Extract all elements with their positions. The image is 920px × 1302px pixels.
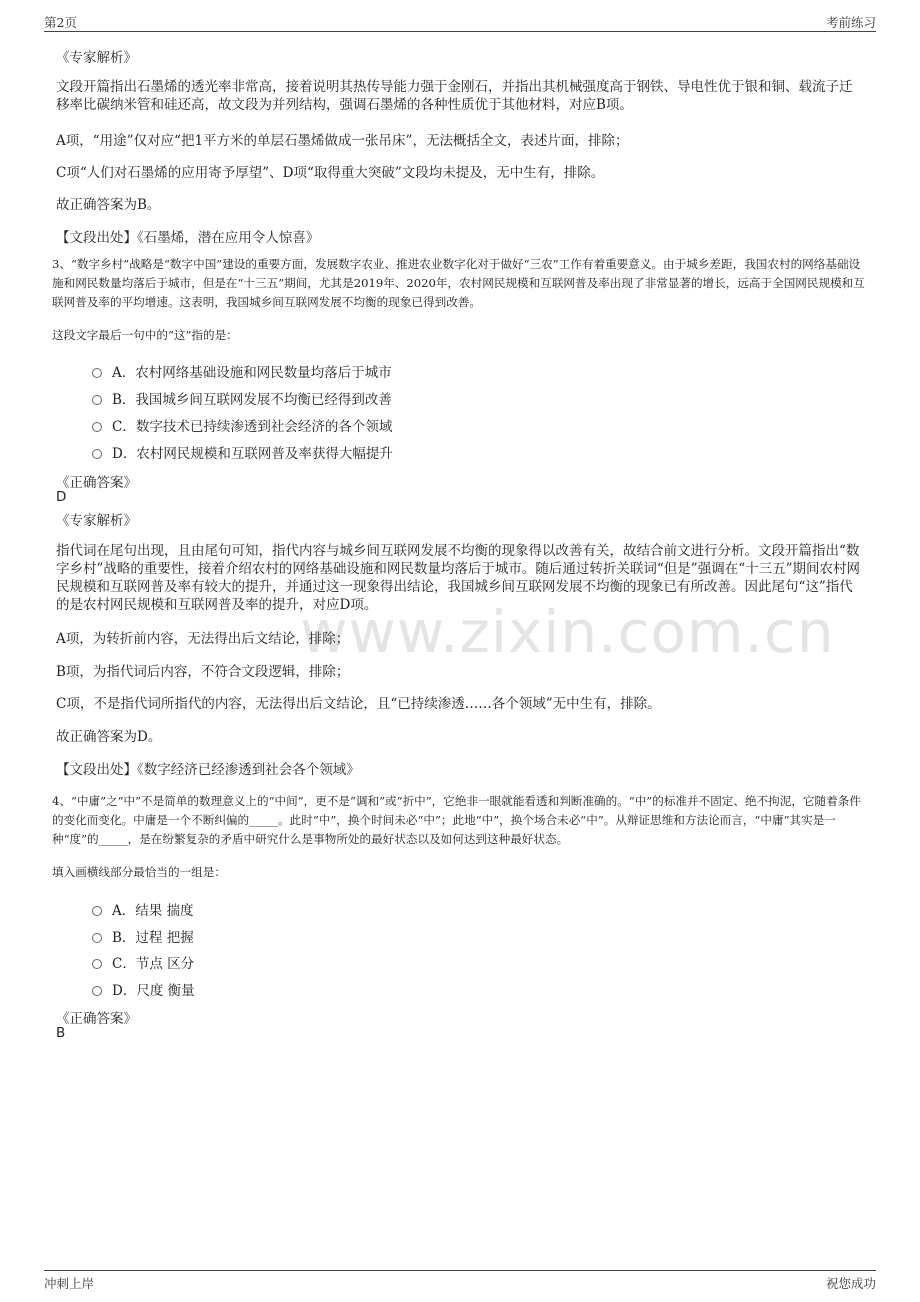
page-footer <box>44 1270 876 1292</box>
question-3-prompt: 这段文字最后一句中的“这”指的是： <box>52 328 238 342</box>
radio-icon[interactable] <box>92 986 102 996</box>
question-4-option-c[interactable] <box>92 952 194 972</box>
question-4-stem: 4、“中庸”之“中”不是简单的数理意义上的“中间”，更不是“调和”或“折中”，它绝非一眼就能看透和判断准确的。“中”的标准并不固定、绝不拘泥，它随着条件的变化而变化。中庸是一个不断纠偏的_____。此时“中”，换个时间未必“中”；此地“中”，换个场合未必“中”。从辩证思维和方法论而言，“中庸”其实是一种“度”的_____，是在纷繁复杂的矛盾中研究什么是事物所处的最好状态以及如何达到这种最好状态。 <box>52 794 861 846</box>
radio-icon[interactable] <box>92 395 102 405</box>
question-3-option-a[interactable] <box>92 361 392 381</box>
footer-left-label: 冲刺上岸 <box>44 1276 95 1291</box>
option-label: D．农村网民规模和互联网普及率获得大幅提升 <box>112 446 393 462</box>
correct-answer-value: B <box>56 1025 66 1041</box>
analysis-item-a: A项，为转折前内容，无法得出后文结论，排除； <box>56 631 350 647</box>
radio-icon[interactable] <box>92 906 102 916</box>
option-label: B．我国城乡间互联网发展不均衡已经得到改善 <box>112 392 392 408</box>
radio-icon[interactable] <box>92 368 102 378</box>
watermark: www.zixin.com.cn <box>300 598 835 666</box>
analysis-item-c: C项“人们对石墨烯的应用寄予厚望”、D项“取得重大突破”文段均未提及，无中生有，排除。 <box>56 165 605 181</box>
option-label: A．农村网络基础设施和网民数量均落后于城市 <box>112 365 392 381</box>
option-label: D．尺度 衡量 <box>112 983 195 999</box>
analysis-item-b: B项，为指代词后内容，不符合文段逻辑，排除； <box>56 664 350 680</box>
text-source: 【文段出处】《数字经济已经渗透到社会各个领域》 <box>56 762 360 778</box>
correct-answer-value: D <box>56 489 67 505</box>
question-4-option-a[interactable] <box>92 899 194 919</box>
expert-analysis-title: 《专家解析》 <box>56 513 137 529</box>
radio-icon[interactable] <box>92 959 102 969</box>
option-label: C．节点 区分 <box>112 956 195 972</box>
option-label: B．过程 把握 <box>112 930 194 946</box>
radio-icon[interactable] <box>92 933 102 943</box>
text-source: 【文段出处】《石墨烯，潜在应用令人惊喜》 <box>56 230 320 246</box>
answer-conclusion: 故正确答案为B。 <box>56 197 161 213</box>
answer-conclusion: 故正确答案为D。 <box>56 729 162 745</box>
correct-answer-title: 《正确答案》 <box>56 1011 137 1027</box>
analysis-item-c: C项，不是指代词所指代的内容，无法得出后文结论，且“已持续渗透……各个领域”无中生有，排除。 <box>56 696 661 712</box>
question-3-stem: 3、“数字乡村”战略是“数字中国”建设的重要方面，发展数字农业、推进农业数字化对于做好“三农”工作有着重要意义。由于城乡差距，我国农村的网络基础设施和网民数量均落后于城市，但是在“十三五”期间，尤其是2019年、2020年，农村网民规模和互联网普及率出现了非常显著的增长，远高于全国网民规模和互联网普及率的平均增速。这表明，我国城乡间互联网发展不均衡的现象已得到改善。 <box>52 257 865 309</box>
question-3-option-b[interactable] <box>92 388 392 408</box>
page-number: 第2页 <box>44 15 77 30</box>
radio-icon[interactable] <box>92 422 102 432</box>
question-4-option-b[interactable] <box>92 926 194 946</box>
question-3-option-d[interactable] <box>92 442 393 462</box>
option-label: C．数字技术已持续渗透到社会经济的各个领域 <box>112 419 393 435</box>
question-3-option-c[interactable] <box>92 415 392 435</box>
footer-right-label: 祝您成功 <box>825 1276 876 1291</box>
question-4-option-d[interactable] <box>92 979 195 999</box>
question-4-prompt: 填入画横线部分最恰当的一组是： <box>52 865 226 879</box>
expert-analysis-text: 指代词在尾句出现，且由尾句可知，指代内容与城乡间互联网发展不均衡的现象得以改善有关，故结合前文进行分析。文段开篇指出“数字乡村”战略的重要性，接着介绍农村的网络基础设施和网民数量均落后于城市。随后通过转折关联词“但是”强调在“十三五”期间农村网民规模和互联网普及率有较大的提升，并通过这一现象得出结论，我国城乡间互联网发展不均衡的现象已有所改善。因此尾句“这”指代的是农村网民规模和互联网普及率的提升，对应D项。 <box>56 543 861 613</box>
expert-analysis-title: 《专家解析》 <box>56 50 137 66</box>
expert-analysis-text: 文段开篇指出石墨烯的透光率非常高，接着说明其热传导能力强于金刚石，并指出其机械强度高于钢铁、导电性优于银和铜、载流子迁移率比碳纳米管和硅还高，故文段为并列结构，强调石墨烯的各种性质优于其他材料，对应B项。 <box>56 79 853 113</box>
option-label: A．结果 揣度 <box>112 903 194 919</box>
header-right-label: 考前练习 <box>825 15 876 30</box>
correct-answer-title: 《正确答案》 <box>56 475 137 491</box>
analysis-item-a: A项，“用途”仅对应“把1平方米的单层石墨烯做成一张吊床”，无法概括全文，表述片面，排除； <box>56 133 629 149</box>
radio-icon[interactable] <box>92 449 102 459</box>
page-header <box>44 13 876 32</box>
